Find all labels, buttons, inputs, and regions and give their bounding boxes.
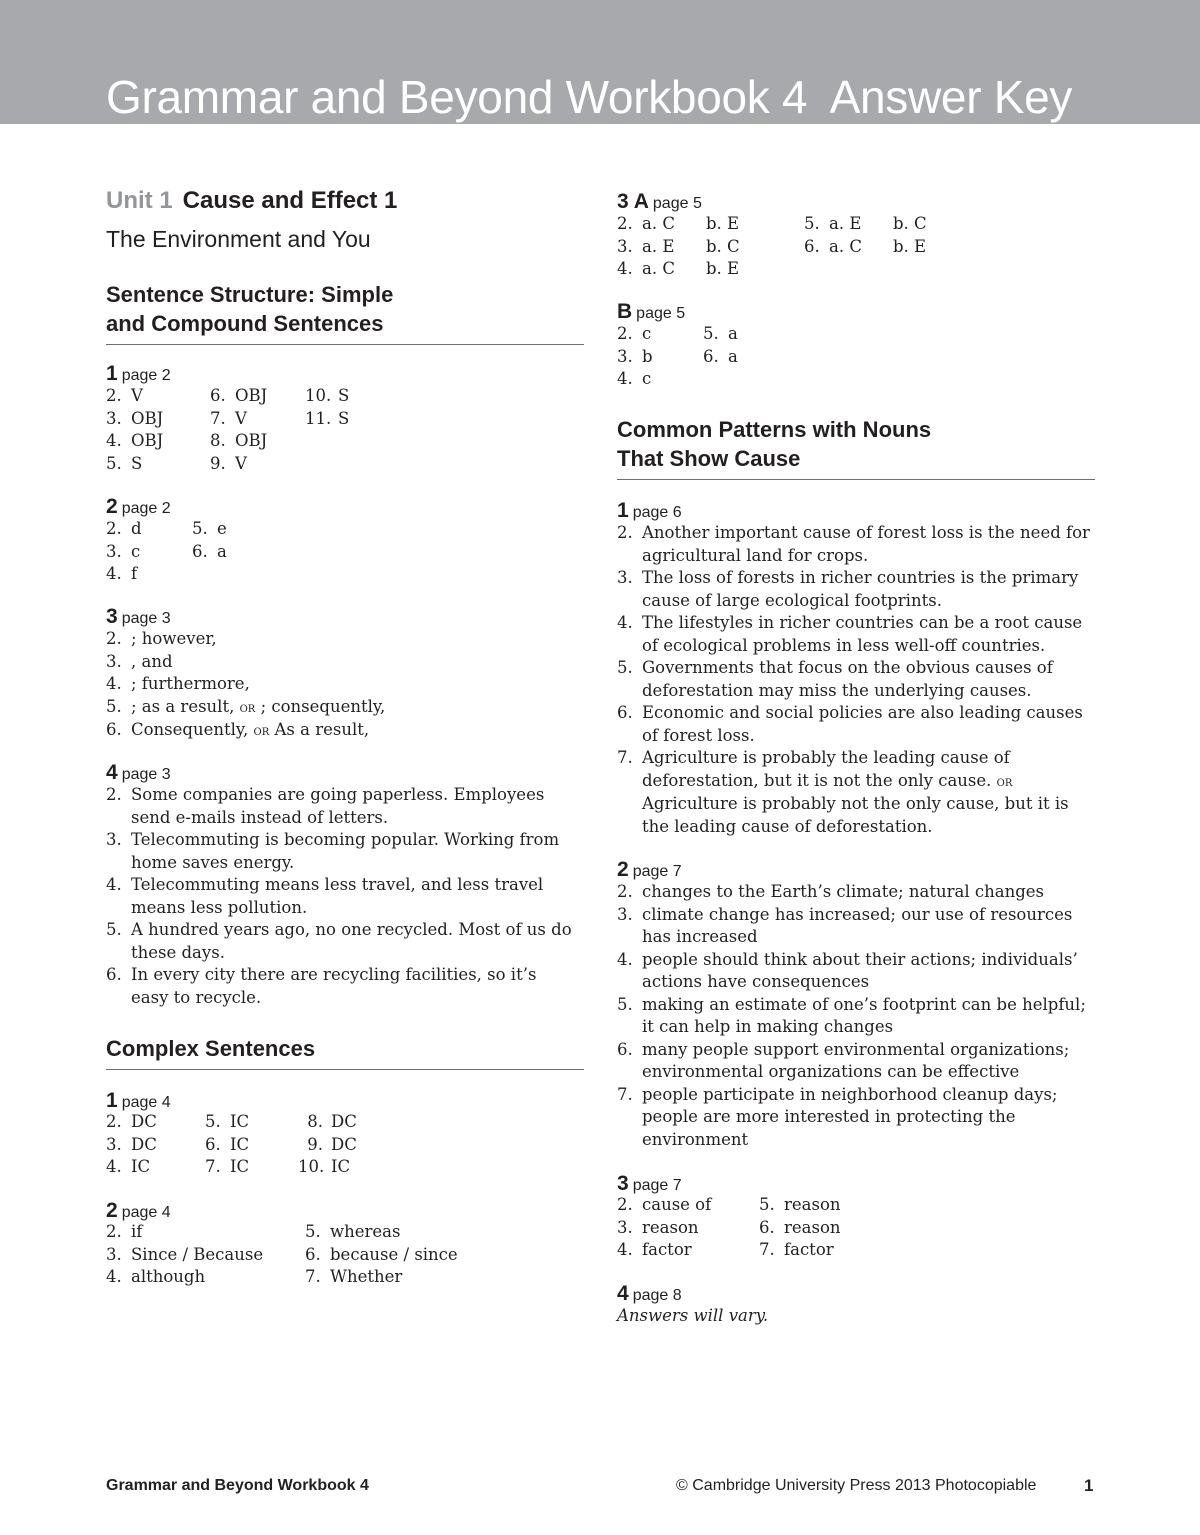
exercise-heading xyxy=(106,1199,171,1223)
answer-item: 7. V xyxy=(210,408,247,428)
exercise-number: 2 xyxy=(617,858,629,881)
exercise-page: page 3 xyxy=(121,766,171,783)
answer-item: 4. c xyxy=(617,369,652,388)
exercise-number: 3 xyxy=(617,1172,629,1195)
exercise-heading xyxy=(617,1282,682,1306)
answer-item: 7. people participate in neighborhood cleanup days; people are more interested in protecting the environment xyxy=(617,1084,1058,1149)
unit-label: Unit 1 xyxy=(106,187,173,214)
answer-item: 6. Economic and social policies are also leading causes of forest loss. xyxy=(617,703,1083,745)
exercise-number: 4 xyxy=(617,1282,629,1305)
answer-item: 2. Some companies are going paperless. Employees send e-mails instead of letters. xyxy=(106,785,545,827)
answer-item: 3. DC xyxy=(106,1134,157,1154)
exercise-page: page 2 xyxy=(121,500,171,517)
answer-item: 4. people should think about their actions; individuals’ actions have consequences xyxy=(617,949,1078,991)
exercise-number: 4 xyxy=(106,761,118,784)
answer-item: 9. V xyxy=(210,453,247,473)
exercise-page: page 7 xyxy=(632,1177,682,1194)
answer-item: 5. a xyxy=(703,324,738,343)
exercise-heading xyxy=(617,1172,682,1196)
exercise-page: page 7 xyxy=(632,863,682,880)
answer-item: 7. factor xyxy=(759,1240,834,1259)
answer-list xyxy=(617,881,1087,1151)
answer-item: 3. Telecommuting is becoming popular. Working from home saves energy. xyxy=(106,830,560,872)
answer-item: 4. IC xyxy=(106,1157,151,1176)
exercise-heading xyxy=(617,499,682,523)
exercise-page: page 2 xyxy=(121,367,171,384)
answer-item: 5. a. E b. C xyxy=(804,214,927,233)
answer-item: 6. Consequently, or As a result, xyxy=(106,720,370,739)
exercise-number: 3 A xyxy=(617,190,649,213)
answer-item: 6. reason xyxy=(759,1217,841,1237)
answer-item: 5. S xyxy=(106,453,143,473)
exercise-heading xyxy=(617,300,685,324)
answer-item: 8. OBJ xyxy=(210,431,268,450)
footer-title: Grammar and Beyond Workbook 4 xyxy=(106,1477,369,1494)
answer-item: 4. f xyxy=(106,564,138,583)
answer-item: 10. S xyxy=(305,386,350,405)
answer-item: 11. S xyxy=(305,408,350,428)
answer-item: 3. , and xyxy=(106,651,173,671)
section-heading xyxy=(617,415,1095,480)
unit-subtitle: The Environment and You xyxy=(106,226,371,252)
answer-item: 4. OBJ xyxy=(106,431,164,450)
answer-item: 5. whereas xyxy=(305,1222,401,1241)
unit-title: Cause and Effect 1 xyxy=(182,187,398,214)
answer-note: Answers will vary. xyxy=(617,1306,769,1325)
answer-item: 6. because / since xyxy=(305,1244,458,1264)
section-heading-line: Complex Sentences xyxy=(106,1036,316,1061)
exercise-heading xyxy=(106,605,171,629)
answer-item: 4. ; furthermore, xyxy=(106,674,250,693)
answer-list xyxy=(617,522,1095,838)
answer-item: 3. Since / Because xyxy=(106,1244,264,1264)
exercise-number: 1 xyxy=(106,362,118,385)
answer-item: 2. a. C b. E xyxy=(617,214,740,233)
header-banner xyxy=(0,0,1200,124)
exercise-page: page 4 xyxy=(121,1094,171,1111)
section-heading-line: and Compound Sentences xyxy=(106,311,384,336)
exercise-heading xyxy=(106,495,171,519)
page-title: Grammar and Beyond Workbook 4 Answer Key xyxy=(106,71,1073,123)
answer-item: 3. reason xyxy=(617,1217,699,1237)
answer-item: 3. OBJ xyxy=(106,408,164,428)
answer-item: 7. Agriculture is probably the leading cause of deforestation, but it is not the only cause. or Agriculture is probably not the only cause, but it is the leading cause of deforestation. xyxy=(617,748,1069,836)
section-heading-line: Sentence Structure: Simple xyxy=(106,282,394,307)
answer-item: 2. if xyxy=(106,1222,143,1241)
answer-item: 5. e xyxy=(192,519,227,538)
exercise-number: 1 xyxy=(617,499,629,522)
exercise-number: B xyxy=(617,300,633,323)
exercise-number: 3 xyxy=(106,605,118,628)
exercise-page: page 5 xyxy=(636,305,686,322)
answer-list xyxy=(106,628,584,743)
answer-item: 4. factor xyxy=(617,1240,692,1259)
answer-item: 3. b xyxy=(617,346,653,366)
exercise-page: page 5 xyxy=(652,195,702,212)
answer-item: 4. Telecommuting means less travel, and less travel means less pollution. xyxy=(106,875,544,917)
answer-item: 2. DC xyxy=(106,1112,157,1131)
answer-item: 6. a xyxy=(703,346,738,366)
exercise-number: 2 xyxy=(106,1199,118,1222)
page-number: 1 xyxy=(1084,1476,1094,1495)
answer-item: 2. V xyxy=(106,386,143,405)
answer-item: 4. although xyxy=(106,1267,206,1286)
answer-item: 5. A hundred years ago, no one recycled. Most of us do these days. xyxy=(106,920,572,962)
unit-heading xyxy=(106,187,397,215)
exercise-heading xyxy=(106,1089,171,1113)
answer-item: 2. Another important cause of forest loss is the need for agricultural land for crops. xyxy=(617,523,1090,565)
exercise-number: 1 xyxy=(106,1089,118,1112)
answer-item: 9. DC xyxy=(307,1134,357,1154)
answer-item: 3. The loss of forests in richer countries is the primary cause of large ecological footprints. xyxy=(617,568,1079,610)
answer-item: 6. IC xyxy=(205,1134,250,1154)
answer-item: 6. a. C b. E xyxy=(804,236,927,256)
exercise-page: page 3 xyxy=(121,610,171,627)
exercise-heading xyxy=(106,362,171,386)
section-heading xyxy=(106,280,584,345)
answer-item: 3. climate change has increased; our use of resources has increased xyxy=(617,904,1073,946)
section-heading-line: Common Patterns with Nouns xyxy=(617,417,932,442)
answer-item: 5. IC xyxy=(205,1112,250,1131)
answer-item: 5. ; as a result, or ; consequently, xyxy=(106,696,386,716)
answer-item: 2. c xyxy=(617,324,652,343)
answer-item: 3. c xyxy=(106,541,141,561)
answer-item: 6. many people support environmental organizations; environmental organizations can be effective xyxy=(617,1039,1070,1081)
answer-item: 5. making an estimate of one’s footprint can be helpful; it can help in making changes xyxy=(617,994,1086,1036)
section-heading-line: That Show Cause xyxy=(617,446,801,471)
answer-item: 8. DC xyxy=(307,1112,357,1131)
answer-item: 5. Governments that focus on the obvious causes of deforestation may miss the underlying causes. xyxy=(617,658,1053,700)
answer-item: 6. OBJ xyxy=(210,386,268,405)
exercise-heading xyxy=(106,761,171,785)
answer-item: 2. d xyxy=(106,519,142,538)
exercise-number: 2 xyxy=(106,495,118,518)
answer-list xyxy=(106,784,576,1009)
answer-item: 2. cause of xyxy=(617,1195,712,1214)
answer-item: 7. IC xyxy=(205,1157,250,1176)
answer-item: 6. a xyxy=(192,541,227,561)
answer-item: 4. a. C b. E xyxy=(617,259,740,278)
answer-item: 2. changes to the Earth’s climate; natural changes xyxy=(617,882,1045,901)
exercise-heading xyxy=(617,858,682,882)
answer-item: 4. The lifestyles in richer countries can be a root cause of ecological problems in less well-off countries. xyxy=(617,613,1083,655)
answer-item: 2. ; however, xyxy=(106,629,217,648)
answer-item: 3. a. E b. C xyxy=(617,236,740,256)
exercise-heading xyxy=(617,190,702,214)
footer-copyright: © Cambridge University Press 2013 Photocopiable xyxy=(676,1477,1037,1494)
exercise-page: page 6 xyxy=(632,504,682,521)
section-heading xyxy=(106,1034,584,1070)
exercise-page: page 8 xyxy=(632,1287,682,1304)
answer-item: 10. IC xyxy=(298,1157,351,1176)
answer-item: 6. In every city there are recycling facilities, so it’s easy to recycle. xyxy=(106,965,537,1007)
answer-item: 5. reason xyxy=(759,1195,841,1214)
answer-item: 7. Whether xyxy=(305,1267,403,1286)
exercise-page: page 4 xyxy=(121,1204,171,1221)
